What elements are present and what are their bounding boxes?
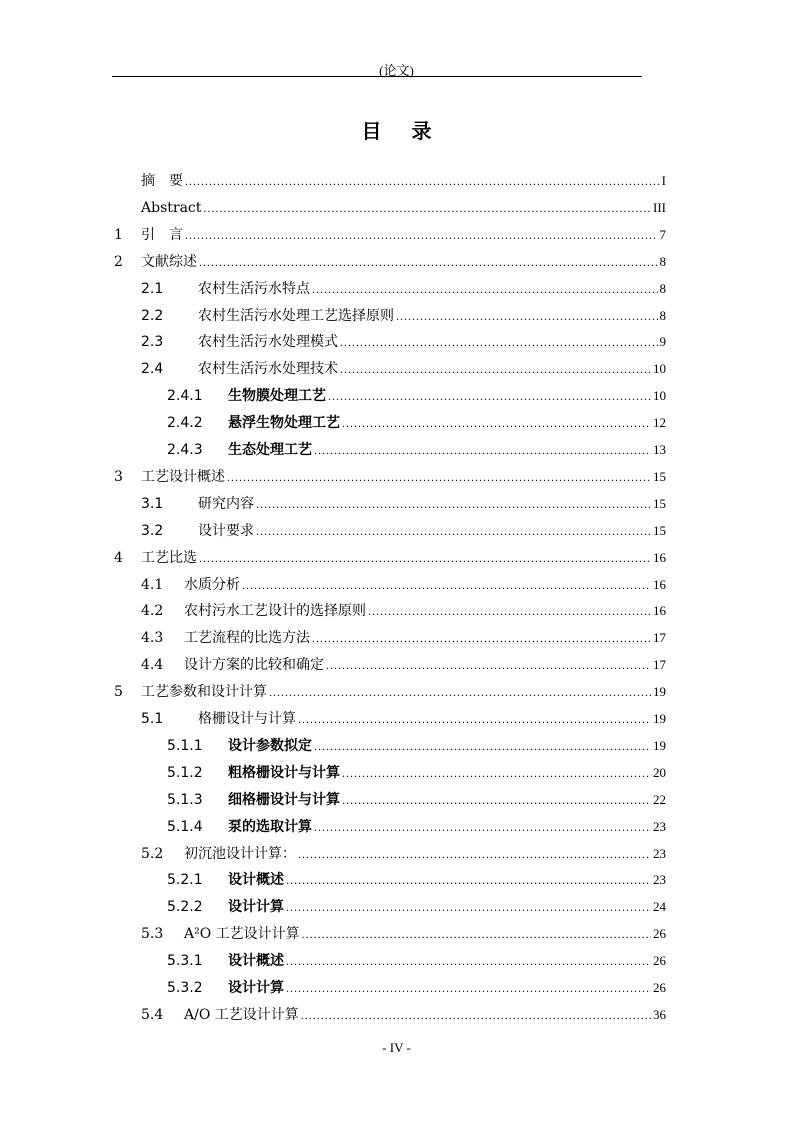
toc-entry-number: 3.1	[141, 495, 164, 512]
toc-entry-page: 16	[653, 603, 666, 619]
toc-entry-page: 15	[653, 495, 666, 511]
toc-entry-number: 5.3.1	[167, 953, 203, 970]
toc-entry-page: 20	[653, 764, 666, 780]
toc-entry-page: 8	[659, 253, 666, 269]
toc-entry-label: 细格栅设计与计算	[228, 791, 340, 808]
toc-entry-page: 10	[653, 361, 666, 377]
toc-entry[interactable]	[141, 276, 666, 302]
toc-entry-number: 3.2	[141, 522, 164, 539]
toc-entry-page: III	[653, 199, 666, 215]
toc-entry-number: 5.3.2	[167, 980, 203, 996]
toc-entry[interactable]	[141, 356, 666, 382]
toc-dot-leader	[256, 491, 651, 517]
toc-entry[interactable]	[141, 195, 666, 221]
toc-entry[interactable]	[141, 1002, 666, 1028]
toc-dot-leader	[298, 841, 651, 867]
toc-entry-label: 悬浮生物处理工艺	[228, 415, 340, 432]
toc-entry[interactable]	[141, 572, 666, 598]
toc-entry-number: 4.3	[141, 630, 164, 647]
toc-entry-label: Abstract	[141, 199, 202, 216]
toc-entry-number: 2.1	[141, 280, 164, 297]
toc-entry[interactable]	[114, 249, 666, 275]
toc-entry-page: 8	[659, 307, 666, 323]
toc-entry-page: 23	[653, 818, 666, 834]
toc-entry-page: 23	[653, 872, 666, 888]
toc-entry-label: 设计方案的比较和确定	[184, 657, 324, 674]
toc-entry-label: 工艺参数和设计计算	[141, 684, 267, 701]
toc-dot-leader	[396, 303, 658, 329]
toc-entry-label: 生态处理工艺	[228, 442, 312, 458]
toc-dot-leader	[256, 518, 651, 544]
toc-entry[interactable]	[167, 760, 666, 786]
toc-entry-number: 5.1.2	[167, 764, 203, 781]
toc-entry-number: 2.4.1	[167, 388, 203, 405]
toc-dot-leader	[312, 276, 658, 302]
toc-entry-label: 初沉池设计计算：	[184, 845, 296, 862]
toc-entry-number: 2	[114, 253, 123, 270]
toc-entry-number: 5.1.3	[167, 791, 203, 808]
toc-dot-leader	[185, 222, 658, 248]
toc-dot-leader	[227, 464, 651, 490]
toc-dot-leader	[301, 1002, 651, 1028]
toc-entry-page: 26	[653, 926, 666, 942]
toc-entry-label: 农村污水工艺设计的选择原则	[184, 603, 366, 620]
toc-entry-label: 文献综述	[141, 253, 197, 270]
toc-dot-leader	[328, 383, 651, 409]
toc-entry-number: 3	[114, 468, 123, 485]
toc-entry-page: 26	[653, 953, 666, 969]
toc-entry-label: 生物膜处理工艺	[228, 388, 326, 405]
toc-entry[interactable]	[141, 652, 666, 678]
toc-entry[interactable]	[167, 410, 666, 436]
toc-entry-label: 农村生活污水特点	[198, 280, 310, 297]
toc-entry[interactable]	[141, 329, 666, 355]
toc-entry-number: 4.4	[141, 657, 164, 674]
toc-dot-leader	[312, 625, 651, 651]
toc-entry-label: 工艺流程的比选方法	[184, 630, 310, 647]
toc-dot-leader	[314, 437, 651, 463]
toc-entry-number: 5.1.4	[167, 818, 203, 835]
toc-entry[interactable]	[167, 733, 666, 759]
toc-entry[interactable]	[141, 841, 666, 867]
toc-entry-page: 13	[653, 442, 666, 457]
toc-entry-number: 2.2	[141, 307, 164, 324]
toc-entry-number: 2.3	[141, 334, 164, 351]
toc-entry-page: 19	[653, 711, 666, 726]
toc-dot-leader	[269, 679, 651, 705]
toc-entry-number: 5.1	[141, 711, 164, 727]
toc-entry-page: 16	[653, 576, 666, 592]
toc-entry[interactable]	[114, 464, 666, 490]
toc-entry-label: 设计要求	[198, 522, 254, 539]
toc-entry-number: 5	[114, 684, 123, 701]
toc-entry-label: 农村生活污水处理模式	[198, 334, 338, 351]
toc-entry-label: 工艺比选	[141, 549, 197, 566]
toc-dot-leader	[199, 545, 651, 571]
toc-entry-page: 7	[659, 226, 666, 242]
toc-entry-page: 9	[659, 334, 666, 350]
toc-dot-leader	[242, 572, 651, 598]
toc-dot-leader	[314, 733, 651, 759]
toc-entry-number: 2.4.2	[167, 415, 203, 432]
toc-dot-leader	[342, 760, 651, 786]
toc-entry-label: 设计概述	[228, 953, 284, 970]
toc-dot-leader	[340, 356, 651, 382]
toc-entry[interactable]	[141, 625, 666, 651]
toc-entry-label: 泵的选取计算	[228, 818, 312, 835]
toc-entry-label: 引 言	[141, 226, 183, 243]
toc-dot-leader	[342, 787, 651, 813]
toc-dot-leader	[199, 249, 658, 275]
toc-entry[interactable]	[114, 222, 666, 248]
toc-entry-number: 5.2	[141, 845, 164, 862]
toc-entry[interactable]	[167, 867, 666, 893]
toc-entry-label: 农村生活污水处理技术	[198, 361, 338, 378]
toc-dot-leader	[286, 948, 651, 974]
toc-entry-number: 2.4.3	[167, 442, 203, 458]
toc-entry[interactable]	[141, 303, 666, 329]
toc-entry[interactable]	[167, 894, 666, 920]
toc-entry[interactable]	[141, 921, 666, 947]
toc-dot-leader	[286, 867, 651, 893]
toc-entry[interactable]	[114, 679, 666, 705]
page-header: (论文)	[379, 63, 414, 78]
toc-dot-leader	[302, 921, 651, 947]
toc-entry-page: 8	[659, 280, 666, 296]
toc-dot-leader	[203, 195, 651, 221]
toc-entry[interactable]	[141, 598, 666, 624]
toc-entry-page: 19	[653, 737, 666, 753]
toc-entry-page: 15	[653, 468, 666, 484]
toc-entry-label: 设计计算	[228, 980, 284, 996]
toc-entry-page: 26	[653, 980, 666, 995]
toc-entry-number: 5.1.1	[167, 737, 203, 754]
toc-entry[interactable]	[141, 491, 666, 517]
toc-dot-leader	[298, 706, 651, 732]
toc-entry[interactable]	[114, 545, 666, 571]
toc-entry[interactable]	[141, 168, 666, 194]
toc-entry-page: 36	[653, 1006, 666, 1022]
toc-dot-leader	[314, 814, 651, 840]
toc-entry-label: 水质分析	[184, 576, 240, 593]
toc-entry-label: 摘 要	[141, 173, 183, 189]
toc-entry-number: 5.2.2	[167, 899, 203, 916]
toc-entry-page: 12	[653, 415, 666, 431]
header-divider	[112, 76, 642, 77]
toc-entry-label: 设计计算	[228, 899, 284, 916]
toc-entry-page: 24	[653, 899, 666, 915]
toc-entry-label: A²O 工艺设计计算	[184, 926, 300, 943]
toc-entry-page: 17	[653, 657, 666, 673]
toc-entry-page: 15	[653, 522, 666, 538]
toc-entry-label: 工艺设计概述	[141, 468, 225, 485]
toc-entry[interactable]	[167, 948, 666, 974]
toc-entry-number: 4.2	[141, 603, 164, 620]
toc-entry[interactable]	[167, 814, 666, 840]
toc-entry-label: A/O 工艺设计计算	[184, 1006, 299, 1023]
toc-entry-page: 16	[653, 549, 666, 565]
toc-dot-leader	[286, 975, 651, 1001]
toc-entry-page: 17	[653, 630, 666, 646]
toc-entry-number: 5.3	[141, 926, 164, 943]
toc-entry[interactable]	[167, 787, 666, 813]
toc-entry[interactable]	[167, 383, 666, 409]
toc-entry-label: 设计概述	[228, 872, 284, 889]
toc-entry-label: 设计参数拟定	[228, 737, 312, 754]
toc-entry-label: 研究内容	[198, 495, 254, 512]
toc-entry[interactable]	[167, 975, 666, 1001]
toc-dot-leader	[342, 410, 651, 436]
toc-entry-page: 22	[653, 791, 666, 807]
toc-dot-leader	[185, 168, 660, 194]
toc-dot-leader	[340, 329, 658, 355]
toc-entry-number: 1	[114, 226, 123, 243]
toc-title: 目录	[361, 119, 462, 143]
toc-entry-page: 10	[653, 388, 666, 404]
toc-entry-page: 23	[653, 845, 666, 861]
toc-entry-label: 粗格栅设计与计算	[228, 764, 340, 781]
toc-entry-number: 4.1	[141, 576, 164, 593]
toc-entry-number: 5.2.1	[167, 872, 203, 889]
toc-dot-leader	[368, 598, 651, 624]
toc-entry-number: 2.4	[141, 361, 164, 378]
toc-entry-number: 5.4	[141, 1006, 164, 1023]
toc-entry[interactable]	[141, 518, 666, 544]
toc-entry[interactable]	[141, 706, 666, 732]
toc-dot-leader	[326, 652, 651, 678]
toc-entry-label: 格栅设计与计算	[198, 711, 296, 727]
toc-entry[interactable]	[167, 437, 666, 463]
toc-dot-leader	[286, 894, 651, 920]
toc-entry-page: 19	[653, 684, 666, 700]
toc-entry-number: 4	[114, 549, 123, 566]
toc-entry-page: I	[661, 173, 666, 188]
toc-entry-label: 农村生活污水处理工艺选择原则	[198, 307, 394, 324]
page-number: - IV -	[382, 1040, 411, 1055]
